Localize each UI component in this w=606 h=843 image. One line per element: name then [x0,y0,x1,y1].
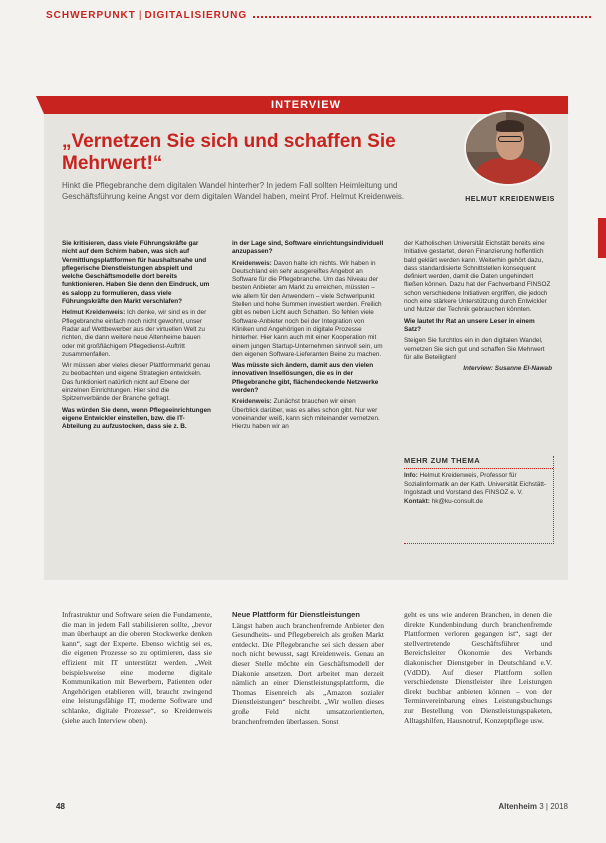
interview-headline: „Vernetzen Sie sich und schaffen Sie Mehrwert!“ [62,131,396,174]
interviewee-photo [464,110,552,186]
banner-tab [36,96,44,114]
contact-label: Kontakt: [404,497,430,505]
article-text-1: Infrastruktur und Software seien die Fundamente, die man in jedem Fall stabilisieren sollte, „bevor man überhaupt an die oberen Stockwerke denken kann“, sagt der Experte. Ebenso wichtig sei es, die eigenen Prozesse so zu optimieren, dass sie effizient mit IT unterstützt werden. „Weit beispielsweise eine moderne digitale Kommunikation mit Bewerbern, Patienten oder Angehörigen etablieren will, braucht zwingend eine leistungsfähige IT, moderne Software und schlanke, digitale Prozesse“, so Kreidenweis (siehe auch Interview oben). [62,610,212,725]
answer-text: der Katholischen Universität Eichstätt bereits eine Initiative gestartet, deren Finanzierung hoffentlich bald geklärt werden kann. Weiterhin gehört dazu, dass standardisierte Schnittstellen konsequent definiert werden, damit die Daten ungehindert fließen können. Dazu hat der Fachverband FINSOZ schon verschiedene Initiativen ergriffen, die jedoch noch eine stärkere Unterstützung durch Entwickler und Nutzer der Technik gebrauchen könnten. [404,240,551,314]
page-number: 48 [56,802,65,811]
publication-name: Altenheim [498,802,537,811]
interview-answer [232,398,384,431]
contact-text[interactable]: hk@ku-consult.de [431,497,483,505]
interview-answer [404,337,552,362]
header-separator: | [138,9,142,21]
more-info-title: MEHR ZUM THEMA [404,456,481,465]
interview-answer [62,309,212,359]
page-footer [56,802,568,816]
interview-credit: Interview: Susanne El-Nawab [463,365,552,373]
article-text-3: geht es uns wie anderen Branchen, in denen die direkte Kundenbindung durch branchenfremde Plattformen verloren gegangen ist“, sagt der stellvertretende Geschäftsführer und Bereichsleiter Ökonomie des Verbands diakonischer Dienstgeber in Deutschland e.V. (VdDD). Auf dieser Plattform sollen verschiedenste Dienstleister ihre Leistungen direkt buchbar anbieten können – von der Terminvereinbarung eines Leistungsbuchungs zur Bestellung von Dienstleistungspaketen, Alltagshilfen, Hausnotruf, Konzeptpflege usw. [404,610,552,725]
issue-number: 3 | 2018 [539,802,568,811]
answer-text: Davon halte ich nichts. Wir haben in Deutschland ein sehr ausgereiftes Angebot an Software für die Pflegebranche. Um das Niveau der besten Anbieter am Markt zu erreichen, müssten – wie allem für den Anwendern – viele Schwerlpunkt Stellen und hohe Summen investiert werden. Freilich gibt es neben Licht auch Schatten. So fehlen viele Software-Anbieter noch bei der Integration von Kliniken und Angehörigen in digitale Prozesse hinterher. Hier kann auch mit einer Kooperation mit einem jungen Startup-Unternehmen sinnvoll sein, um den eigenen Software-Lieferanten Beine zu machen. [232,259,383,358]
interview-question: Was würden Sie denn, wenn Pflegeeinrichtungen eigene Entwickler einstellen, bzw. die IT-Abteilung zu aufzustocken, dass sie z. B. [62,406,211,431]
header-dotted-rule [253,12,591,18]
interview-question: in der Lage sind, Software einrichtungsindividuell anzupassen? [232,240,384,256]
article-column-3 [404,610,552,725]
interview-answer [62,362,212,403]
article-text-2: Längst haben auch branchenfremde Anbieter den Gesundheits- und Pflegebereich als großen Markt entdeckt. Die Pflegebranche sei sich dessen aber noch nicht bewusst, sagt Kreidenweis. Genau an dieser Stelle möchte ein Geschäftsmodell der Diakonie ansetzen. Dort arbeitet man derzeit nämlich an einer Dienstleistungsplattform, die Thomas Eisenreich als „Amazon sozialer Dienstleistungen“ beschreibt. „Wir wollen dieses große Feld nicht umsatzorientierten, branchenfremden überlassen. Sonst [232,620,384,726]
speaker-name: Kreidenweis: [232,398,272,406]
interview-answer [232,260,384,360]
interview-column-3 [404,240,552,376]
interview-answer [404,240,552,315]
answer-text: Zunächst brauchen wir einen Überblick darüber, was es alles schon gibt. Nur wer voneinander weiß, kann sich miteinander vernetzen. Hierzu haben wir an [232,398,380,431]
info-text: Helmut Kreidenweis, Professor für Sozialinformatik an der Kath. Universität Eichstätt-Ingolstadt und Vorstand des FINSOZ e. V. [404,472,547,496]
answer-text: Ich denke, wir sind es in der Pflegebranche einfach noch nicht gewohnt, unser Radar auf Wettbewerber aus der virtuellen Welt zu richten, die dann weitere neue Altenheime bauen oder mit großflächigem Pflegedienst-Auftritt zusammenfallen. [62,309,207,358]
page-edge-marker [598,218,606,258]
interview-question: Was müsste sich ändern, damit aus den vielen innovativen Insellösungen, die es in der Pflegebranche gibt, flächendeckende Netzwerke werden? [232,362,379,395]
info-label: Info: [404,472,418,479]
more-info-body [404,468,553,506]
answer-text: Wir müssen aber vieles dieser Plattformmarkt genau zu beobachten und eigene Strategien entwickeln. Das funktioniert natürlich nicht auf Ebene der einzelnen Einrichtungen. Hier sind die Spitzenverbände der Branche gefragt. [62,362,211,403]
interview-question: Wie lautet Ihr Rat an unsere Leser in einem Satz? [404,317,535,333]
interview-banner: INTERVIEW [44,96,568,114]
article-subhead: Neue Plattform für Dienstleistungen [232,610,360,619]
interview-question: Sie kritisieren, dass viele Führungskräfte gar nicht auf dem Schirm haben, was sich auf Vermittlungsplattformen für haushaltsnahe und pflegerische Dienstleistungen abspielt und welche Geschäftsmodelle dort bereits funktionieren. Haben Sie denn den Eindruck, um es salopp zu formulieren, dass viele Führungskräfte den Markt verschlafen? [62,240,210,306]
section-kicker: SCHWERPUNKT [46,9,136,21]
speaker-name: Helmut Kreidenweis: [62,309,126,317]
interview-intro: Hinkt die Pflegebranche dem digitalen Wandel hinterher? In jedem Fall sollten Heimleitung und Geschäftsführung keine Angst vor dem digitalen Wandel haben, meint Prof. Helmut Kreidenweis. [62,181,405,201]
answer-text: Steigen Sie furchtlos ein in den digitalen Wandel, vernetzen Sie sich gut und schaffen Sie Mehrwert für alle Beteiligten! [404,337,545,361]
more-info-box [404,456,554,544]
section-header [46,4,591,26]
interview-column-2 [232,240,384,435]
section-topic: DIGITALISIERUNG [144,9,248,21]
interview-column-1 [62,240,212,435]
article-column-2 [232,610,384,726]
article-column-1 [62,610,212,725]
speaker-name: Kreidenweis: [232,259,272,267]
photo-caption: HELMUT KREIDENWEIS [465,196,555,203]
publication-info [498,802,568,811]
